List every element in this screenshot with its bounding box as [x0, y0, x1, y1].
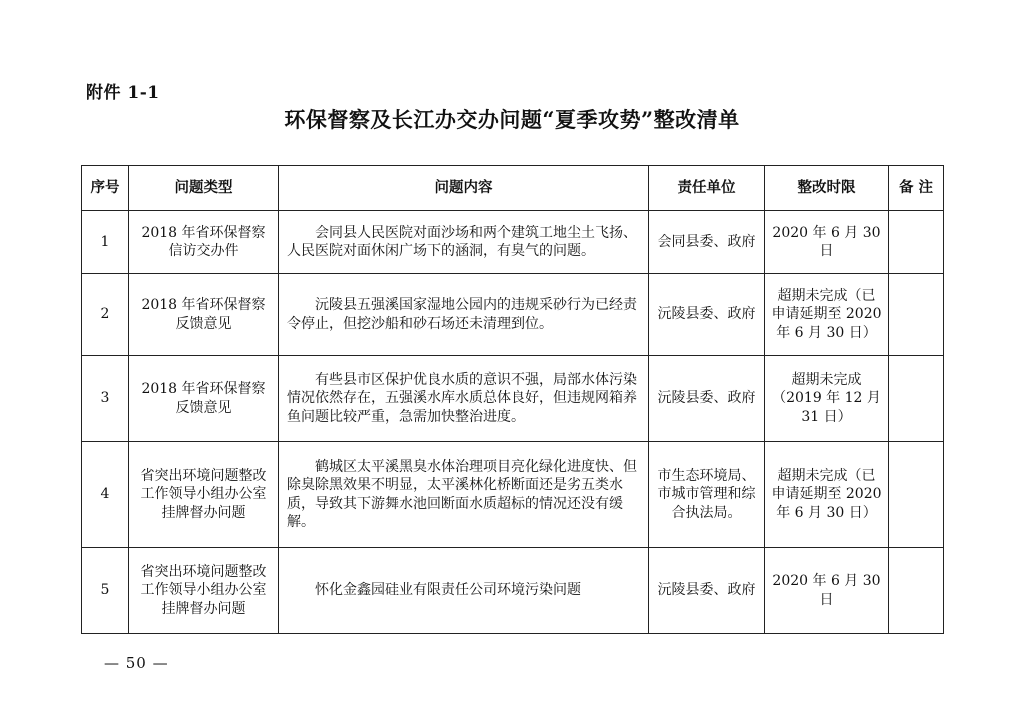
- page-number: — 50 —: [104, 654, 169, 672]
- column-header-type: 问题类型: [129, 166, 279, 211]
- table-row: [82, 274, 944, 356]
- row-deadline: 2020 年 6 月 30 日: [765, 211, 889, 274]
- row-number: 5: [82, 548, 129, 634]
- row-type: 2018 年省环保督察反馈意见: [129, 274, 279, 356]
- row-unit: 市生态环境局、市城市管理和综合执法局。: [649, 442, 765, 548]
- row-unit: 沅陵县委、政府: [649, 356, 765, 442]
- row-note: [889, 442, 944, 548]
- row-type: 省突出环境问题整改工作领导小组办公室挂牌督办问题: [129, 442, 279, 548]
- rectification-table: [81, 165, 944, 634]
- row-deadline: 超期未完成（2019 年 12 月 31 日）: [765, 356, 889, 442]
- row-note: [889, 274, 944, 356]
- row-content: 沅陵县五强溪国家湿地公园内的违规采砂行为已经责令停止，但挖沙船和砂石场还未清理到位。: [279, 274, 649, 356]
- row-number: 4: [82, 442, 129, 548]
- column-header-note: 备 注: [889, 166, 944, 211]
- attachment-label: 附件 1-1: [86, 83, 160, 103]
- row-content: 会同县人民医院对面沙场和两个建筑工地尘土飞扬、人民医院对面休闲广场下的涵洞，有臭气的问题。: [279, 211, 649, 274]
- row-content: 鹤城区太平溪黑臭水体治理项目亮化绿化进度快、但除臭除黑效果不明显，太平溪林化桥断面还是劣五类水质，导致其下游舞水池回断面水质超标的情况还没有缓解。: [279, 442, 649, 548]
- table-row: [82, 356, 944, 442]
- row-number: 2: [82, 274, 129, 356]
- row-unit: 沅陵县委、政府: [649, 548, 765, 634]
- column-header-no: 序号: [82, 166, 129, 211]
- table-row: [82, 211, 944, 274]
- row-note: [889, 211, 944, 274]
- row-number: 1: [82, 211, 129, 274]
- column-header-deadline: 整改时限: [765, 166, 889, 211]
- row-type: 2018 年省环保督察信访交办件: [129, 211, 279, 274]
- row-deadline: 2020 年 6 月 30 日: [765, 548, 889, 634]
- table-row: [82, 442, 944, 548]
- row-unit: 沅陵县委、政府: [649, 274, 765, 356]
- row-deadline: 超期未完成（已申请延期至 2020 年 6 月 30 日）: [765, 274, 889, 356]
- row-deadline: 超期未完成（已申请延期至 2020 年 6 月 30 日）: [765, 442, 889, 548]
- row-note: [889, 548, 944, 634]
- column-header-unit: 责任单位: [649, 166, 765, 211]
- row-content: 有些县市区保护优良水质的意识不强，局部水体污染情况依然存在，五强溪水库水质总体良好，但违规网箱养鱼问题比较严重，急需加快整治进度。: [279, 356, 649, 442]
- row-note: [889, 356, 944, 442]
- column-header-content: 问题内容: [279, 166, 649, 211]
- table-header-row: [82, 166, 944, 211]
- table-row: [82, 548, 944, 634]
- row-type: 省突出环境问题整改工作领导小组办公室挂牌督办问题: [129, 548, 279, 634]
- row-type: 2018 年省环保督察反馈意见: [129, 356, 279, 442]
- row-content: 怀化金鑫园硅业有限责任公司环境污染问题: [279, 548, 649, 634]
- row-number: 3: [82, 356, 129, 442]
- document-title: 环保督察及长江办交办问题“夏季攻势”整改清单: [284, 107, 740, 132]
- row-unit: 会同县委、政府: [649, 211, 765, 274]
